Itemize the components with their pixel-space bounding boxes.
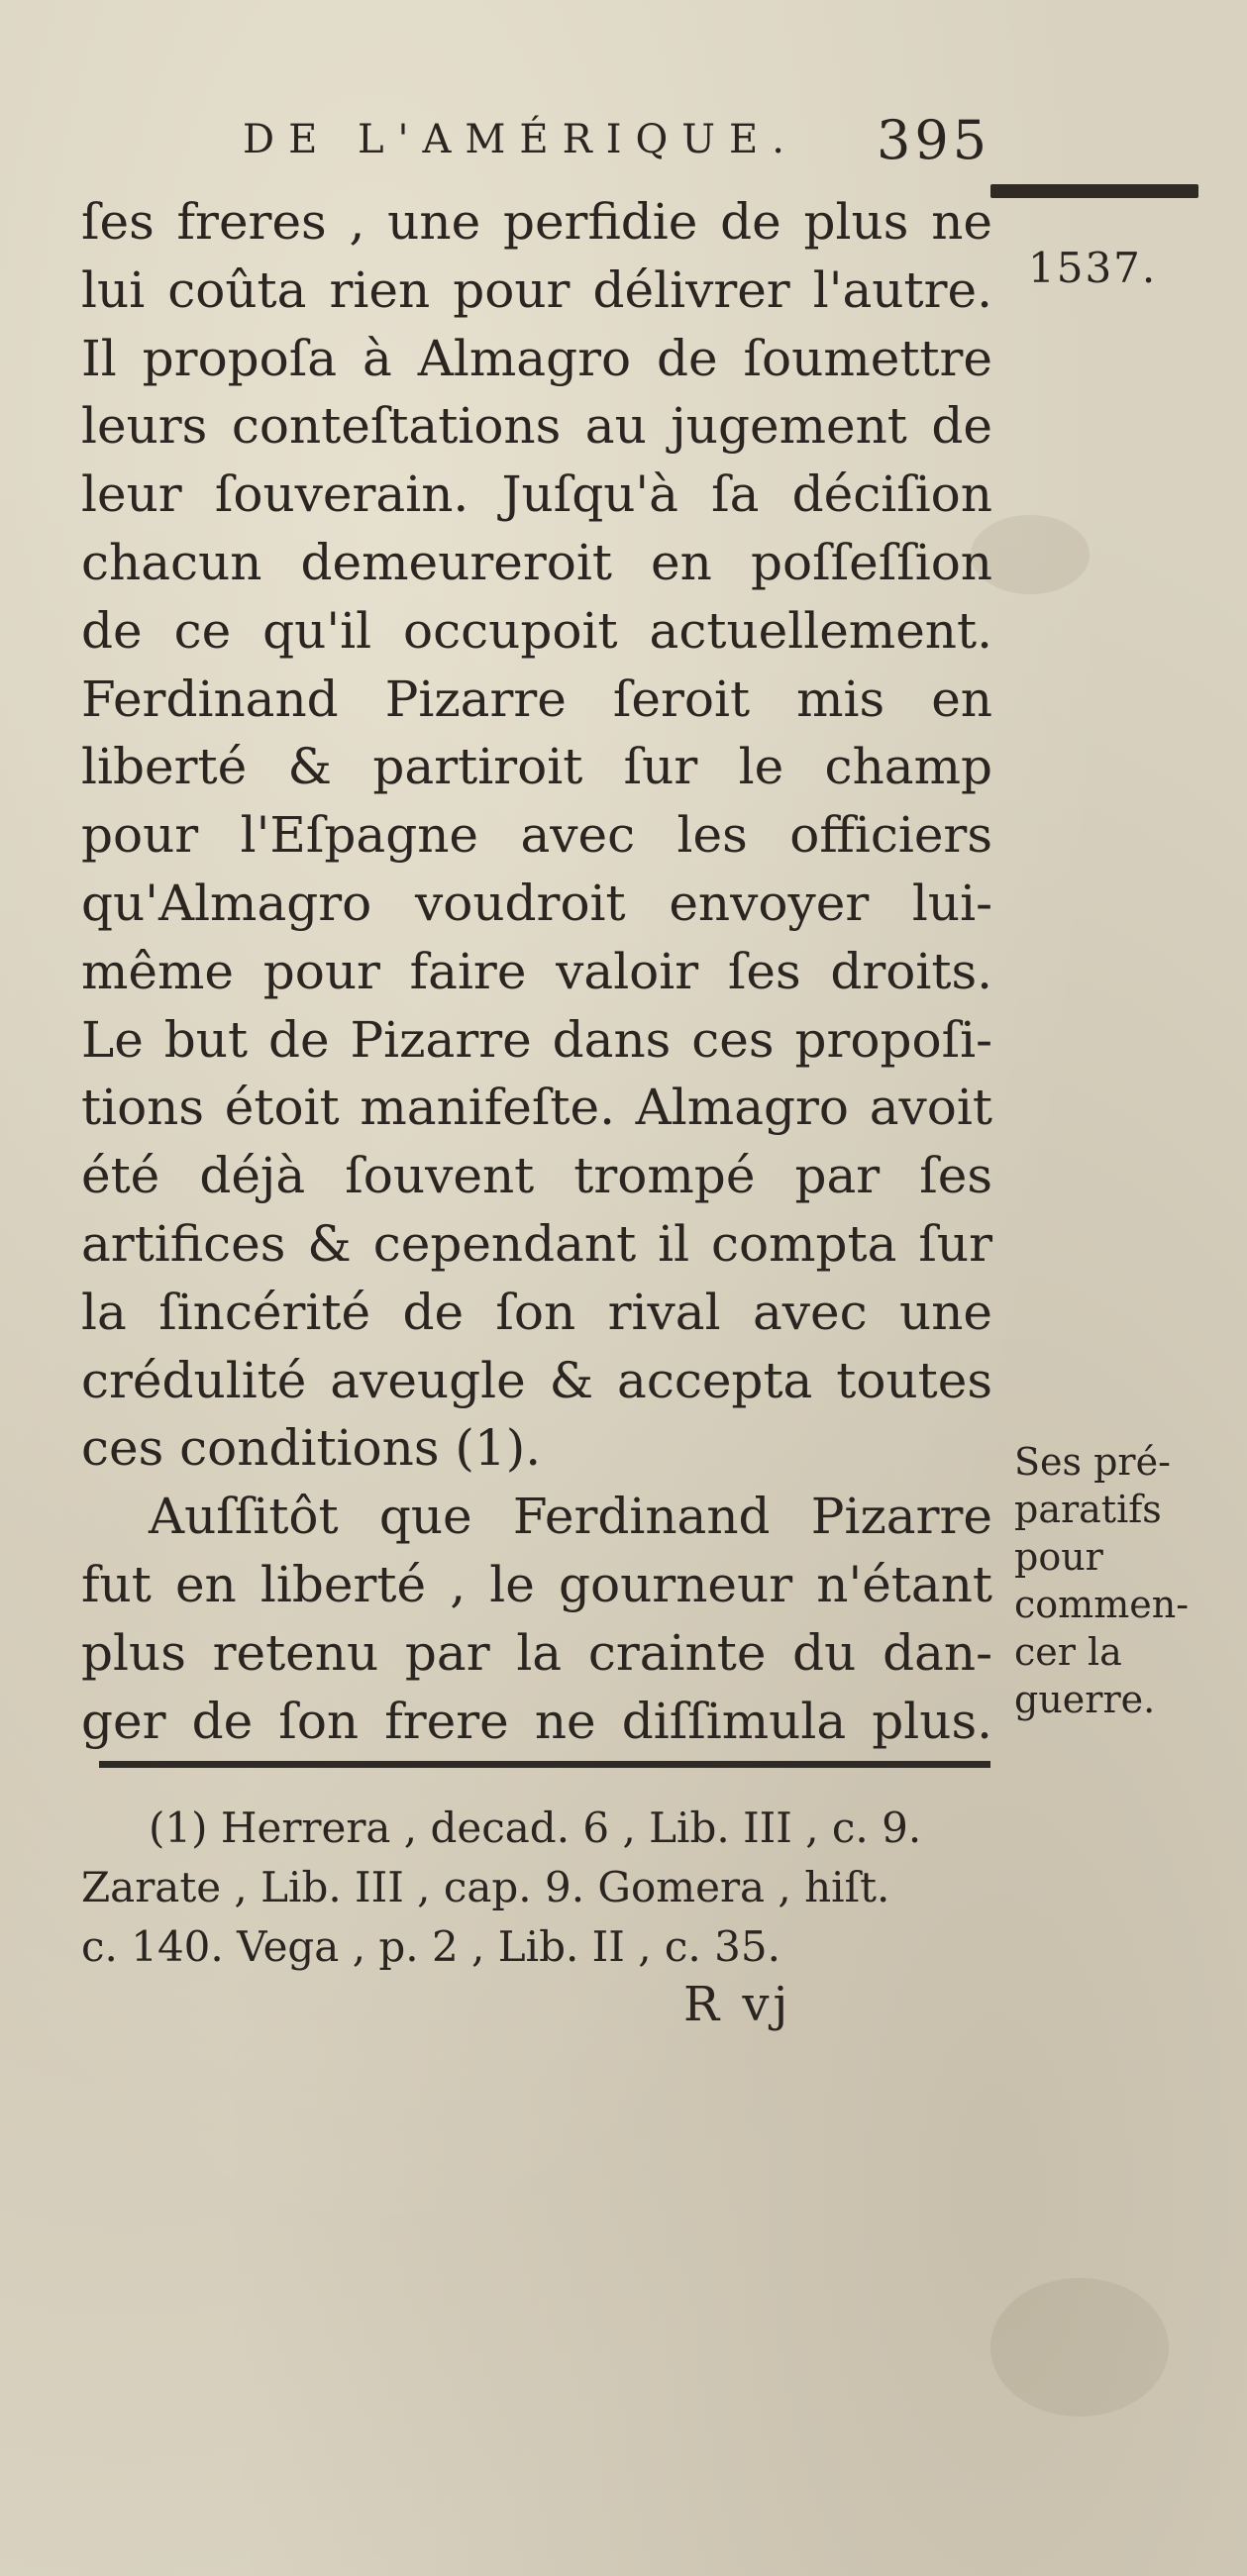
body-line: liberté & partiroit ſur le champ [81,738,992,796]
body-line: qu'Almagro voudroit envoyer lui- [81,874,992,932]
body-line: fut en liberté , le gourneur n'étant [81,1555,992,1613]
body-line: plus retenu par la crainte du dan- [81,1623,992,1682]
margin-note-line: Ses pré- [1014,1440,1171,1484]
body-text [81,188,992,1755]
body-line: artifices & cependant il compta ſur [81,1214,992,1273]
footnote-line: (1) Herrera , decad. 6 , Lib. III , c. 9. [149,1803,922,1852]
body-line: ſes freres , une perfidie de plus ne [81,193,992,251]
body-line: tions étoit manifeſte. Almagro avoit [81,1079,992,1137]
footnote [81,1799,1032,1977]
footnote-rule [99,1761,990,1768]
body-line: pour l'Eſpagne avec les officiers [81,806,992,865]
body-line: leurs conteſtations au jugement de [81,397,992,456]
signature-mark: R vj [683,1977,792,2032]
margin-note-line: guerre. [1014,1678,1156,1721]
margin-note-line: commen- [1014,1583,1190,1626]
margin-note-line: cer la [1014,1630,1122,1674]
footnote-line: Zarate , Lib. III , cap. 9. Gomera , hiſt. [81,1863,890,1911]
paper-stain [990,2278,1169,2417]
body-line: lui coûta rien pour délivrer l'autre. [81,260,992,319]
body-line: leur ſouverain. Juſqu'à ſa déciſion [81,465,992,524]
body-line: de ce qu'il occupoit actuellement. [81,601,992,660]
body-line: ces conditions (1). [81,1419,542,1478]
body-line: Ferdinand Pizarre ſeroit mis en [81,670,992,728]
margin-note-line: pour [1014,1535,1103,1579]
body-line: été déjà ſouvent trompé par ſes [81,1147,992,1205]
header-rule [990,184,1198,198]
body-line: Le but de Pizarre dans ces propoſi- [81,1010,992,1069]
running-header [243,109,991,171]
page-number: 395 [877,109,991,171]
margin-year: 1537. [1028,244,1158,292]
body-line: chacun demeureroit en poſſeſſion [81,533,992,591]
body-line: la ſincérité de ſon rival avec une [81,1283,992,1341]
body-line: Auſſitôt que Ferdinand Pizarre [149,1488,992,1546]
body-line: même pour faire valoir ſes droits. [81,942,992,1000]
running-title: DE L'AMÉRIQUE. [243,117,798,162]
body-line: ger de ſon frere ne diſſimula plus. [81,1692,992,1750]
body-line: Il propoſa à Almagro de ſoumettre [81,329,992,387]
body-line: crédulité aveugle & accepta toutes [81,1351,992,1409]
margin-note [1014,1438,1222,1723]
margin-note-line: paratifs [1014,1488,1162,1531]
footnote-line: c. 140. Vega , p. 2 , Lib. II , c. 35. [81,1922,780,1971]
